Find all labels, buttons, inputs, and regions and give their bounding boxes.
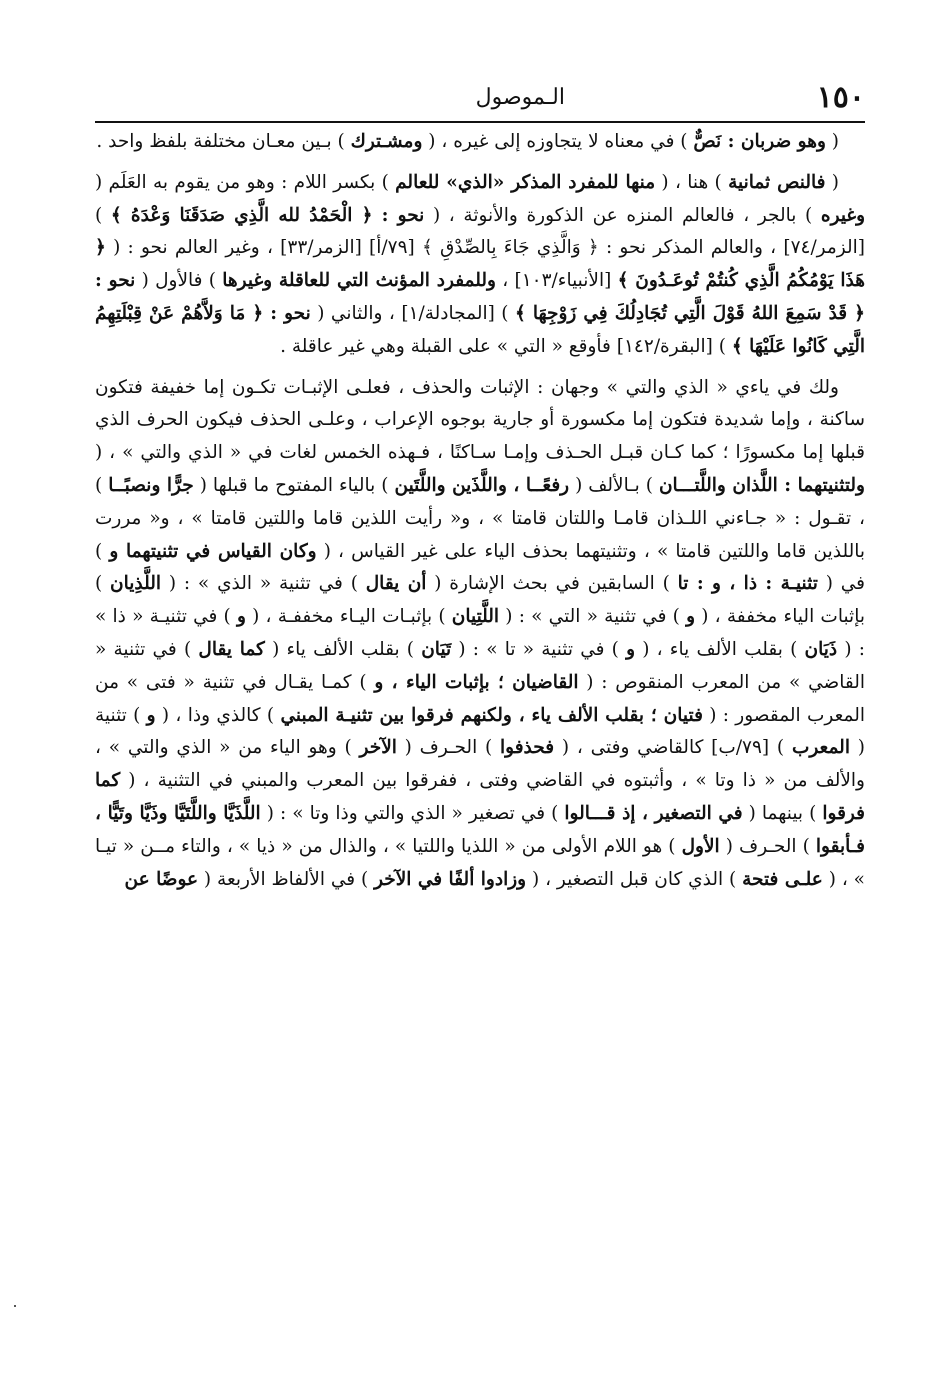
text-run: ) بالياء المفتوح ما قبلها ( <box>193 474 395 496</box>
text-run: ) في تثنية « القاضي » من المعرب المنقوص : ( <box>95 638 865 693</box>
bold-text-run: منها للمفرد المذكر «الذي» للعالم <box>395 171 656 193</box>
bold-text-run: وهو ضربان : نَصٌّ <box>693 131 826 152</box>
header-divider <box>95 121 865 123</box>
bold-text-run: ذَيَان <box>804 638 838 660</box>
main-text <box>95 126 865 896</box>
bold-text-run: الأول <box>681 835 720 857</box>
text-run: ) بالجر ، فالعالم المنزه عن الذكورة والأنوثة ، ( <box>424 204 821 226</box>
text-run: [الأنبياء/١٠٣] ، <box>495 270 618 292</box>
text-run: ) وهو الياء من « الذي والتي » ، والألف من « ذا وتا » ، وأثبتوه في القاضي وفتى ، ففرقوا بين المعرب والمبني في التثنية ، ( <box>95 737 865 792</box>
bold-text-run: وكان القياس في تثنيتهما و <box>109 540 317 562</box>
text-run: ) بـين معـان مختلفة بلفظ واحد . <box>96 131 351 152</box>
bold-text-run: وللمفرد المؤنث التي للعاقلة وغيرها <box>222 270 496 292</box>
bold-text-run: و <box>626 638 636 660</box>
text-run: ) بكسر اللام : وهو من يقوم به العَلَم ( <box>95 171 396 193</box>
bold-text-run: تَيَان <box>421 638 452 660</box>
bold-text-run: ومشـترك <box>350 131 423 152</box>
bold-text-run: اللَّذَيَّا واللَّتَيَّا وذَيَّا وتَيًّا ، فـأبقوا <box>95 802 865 857</box>
text-run: ) [الزمر/٧٤] ، والعالم المذكر نحو : ﴿ وَالَّذِي جَاءَ بِالصِّدْقِ ﴾ [٧٩/أ] [الزمر/٣٣] ، وغير العالم نحو : ( <box>95 204 865 259</box>
bold-text-run: رفعًــا ، واللَّذَين واللَّتَين <box>394 474 570 496</box>
text-run: ولك في ياءي « الذي والتي » وجهان : الإثبات والحذف ، فعلـى الإثبـات تكـون إما خفيفة فتكون ساكنة ، وإما شديدة فتكون إما مكسورة أو جارية بوجوه الإعراب ، وعلـى الحذف فيكون الحرف الذي قبلها إما مكسورًا ؛ كما كـان قبـل الحـذف وإمـا سـاكنًا ، فـهذه الخمس لغات في « الذي والتي » ، ( <box>95 376 865 464</box>
text-run: ) السابقين في بحث الإشارة ( <box>426 573 678 595</box>
text-run: ) كالذي وذا ، ( <box>155 704 281 726</box>
margin-mark <box>14 1305 16 1307</box>
text-run: ( <box>825 171 839 193</box>
bold-text-run: و <box>236 606 246 628</box>
bold-text-run: اللَّتِيان <box>451 606 500 628</box>
bold-text-run: فحذفوا <box>500 737 555 759</box>
bold-text-run: اللَّذِيان <box>110 573 162 595</box>
bold-text-run: نحو : ﴿ مَا وَلاَّهُمْ عَنْ قِبْلَتِهِمُ الَّتِي كَانُوا عَلَيْهَا ﴾ <box>95 302 865 357</box>
page-number: ١٥٠ <box>816 80 865 115</box>
bold-text-run: القاضيان ؛ بإثبات الياء ، و <box>374 671 579 693</box>
text-run: ) بينهما ( <box>742 802 823 824</box>
bold-text-run: و <box>146 704 156 726</box>
bold-text-run: كما يقال <box>198 638 265 660</box>
bold-text-run: فتيان ؛ بقلب الألف ياء ، ولكنهم فرقوا بين تثنيـة المبني <box>280 704 703 726</box>
bold-text-run: في التصغير ، إذ قـــالوا <box>564 802 743 824</box>
text-run: ) [البقرة/١٤٢] فأوقع « التي » على القبلة وهي غير عاقلة . <box>280 335 732 357</box>
bold-text-run: ﴿ هَذَا يَوْمُكُمُ الَّذِي كُنتُمْ تُوعَـدُونَ ﴾ <box>95 237 866 292</box>
bold-text-run: أن يقال <box>365 573 427 595</box>
text-run: ) الحـرف ( <box>719 835 816 857</box>
text-run: ) في تثنية « الذي » : ( <box>161 573 366 595</box>
page-header <box>95 78 865 118</box>
text-run: ) [المجادلة/١] ، والثاني ( <box>310 302 515 324</box>
bold-text-run: نحو : ﴿ قَدْ سَمِعَ اللهُ قَوْلَ الَّتِي تُجَادِلُكَ فِي زَوْجِهَا ﴾ <box>95 270 865 324</box>
bold-text-run: عوضًا عن <box>124 868 199 890</box>
text-run: ) الذي كان قبل التصغير ، ( <box>526 868 743 890</box>
text-run: ) في تثنية « تا » : ( <box>451 638 627 660</box>
bold-text-run: المعرب <box>791 737 850 759</box>
text-run: ) بإثبات الياء مخففة ، ( <box>95 573 865 628</box>
running-title: الـموصول <box>475 85 565 110</box>
text-run: ) تثنية ( <box>95 704 865 759</box>
text-run: ) في تثنيـة « ذا » : ( <box>95 606 865 660</box>
bold-text-run: ولتثنيتهما : اللَّذان واللَّتـــان <box>658 474 865 496</box>
paragraph-nass-types <box>95 167 865 364</box>
text-run: ) [٧٩/ب] كالقاضي وفتى ، ( <box>554 737 792 759</box>
text-run: ) كمـا يقـال في تثنية « فتى » من المعرب المقصور : ( <box>95 671 866 726</box>
text-run: ) في الألفاظ الأربعة ( <box>198 868 375 890</box>
text-run: ) بإثبـات اليـاء مخففـة ، ( <box>245 606 452 628</box>
text-run: ) فالأول ( <box>135 270 223 292</box>
text-run: ) بقلب الألف ياء ( <box>264 638 422 660</box>
paragraph-dual-forms <box>95 372 865 897</box>
bold-text-run: وغيره <box>820 204 866 226</box>
text-run: ) في ( <box>95 540 866 595</box>
paragraph-definition <box>95 126 865 159</box>
text-run: ) هو اللام الأولى من « اللذيا واللتيا » ، والذال من « ذيا » ، والتاء مــن « تيـا » ، ( <box>95 835 865 890</box>
bold-text-run: و <box>686 606 696 628</box>
bold-text-run: جرًّا ونصبًــا <box>108 474 194 496</box>
bold-text-run: علـى فتحة <box>742 868 823 890</box>
bold-text-run: تثنيـة : ذا ، و : تا <box>677 573 818 595</box>
bold-text-run: الآخر <box>359 737 397 759</box>
bold-text-run: فالنص ثمانية <box>728 171 826 193</box>
text-run: ) الحـرف ( <box>396 737 501 759</box>
text-run: ( <box>825 131 839 152</box>
text-run: ) في تثنية « التي » : ( <box>499 606 687 628</box>
text-run: ) هنا ، ( <box>655 171 729 193</box>
bold-text-run: نحو : ﴿ الْحَمْدُ لله الَّذِي صَدَقَنَا وَعْدَهُ ﴾ <box>110 204 425 226</box>
text-run: ) في معناه لا يتجاوزه إلى غيره ، ( <box>422 131 694 152</box>
text-run: ) ، تقـول : « جـاءني اللـذان قامـا واللتان قامتا » ، و« رأيت اللذين قاما واللتين قامتا » ، و« مررت باللذين قاما واللتين قامتا » ، وتثنيتهما بحذف الياء على غير القياس ، ( <box>95 474 865 562</box>
text-run: ) بـالألف ( <box>569 474 659 496</box>
text-run: ) في تصغير « الذي والتي وذا وتا » : ( <box>260 802 565 824</box>
bold-text-run: وزادوا ألفًا في الآخر <box>374 868 527 890</box>
text-run: ) بقلب الألف ياء ، ( <box>635 638 805 660</box>
bold-text-run: كما فرقوا <box>95 770 865 824</box>
